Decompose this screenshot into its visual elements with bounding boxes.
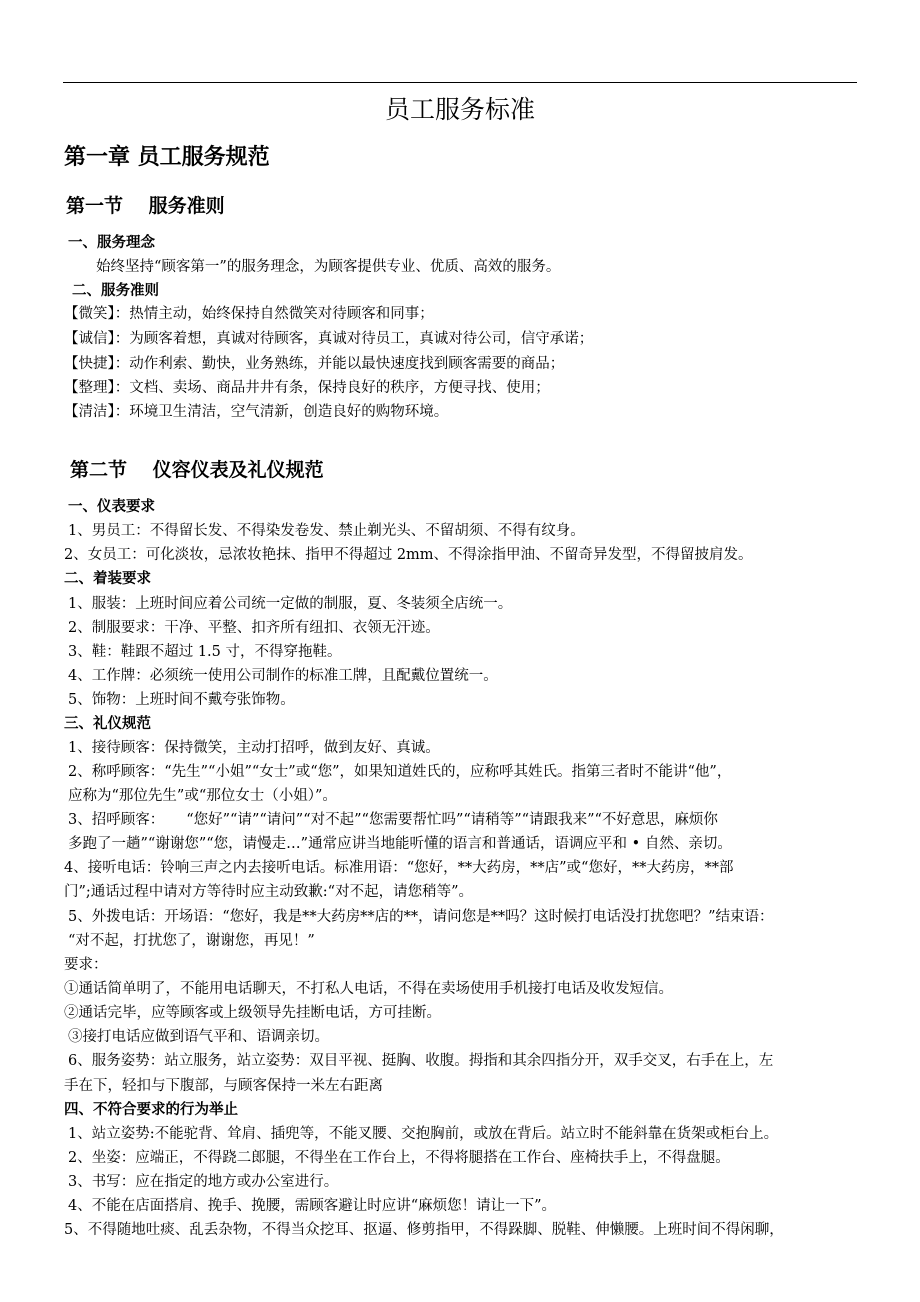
etiquette-item: 6、服务姿势：站立服务，站立姿势：双目平视、挺胸、收腹。拇指和其余四指分开，双手交叉，右手在上，左	[68, 1053, 774, 1069]
guideline-item: 【快捷】：动作利索、勤快，业务熟练，并能以最快速度找到顾客需要的商品；	[64, 356, 565, 372]
chapter-heading: 第一章 员工服务规范	[64, 145, 270, 170]
dress-item: 3、鞋：鞋跟不超过 1.5 寸，不得穿拖鞋。	[68, 644, 342, 660]
etiquette-item-continued: 应称为“那位先生”或“那位女士（小姐）”。	[68, 788, 337, 804]
subheading-service-guidelines: 二、服务准则	[72, 283, 159, 299]
improper-item: 5、不得随地吐痰、乱丢杂物，不得当众挖耳、抠逼、修剪指甲，不得跺脚、脱鞋、伸懒腰。上班时间不得闲聊，	[64, 1222, 784, 1238]
subheading-service-philosophy: 一、服务理念	[68, 235, 155, 251]
etiquette-item-continued: 门”;通话过程中请对方等待时应主动致歉:“对不起，请您稍等”。	[64, 884, 474, 900]
improper-item: 1、站立姿势:不能驼背、耸肩、插兜等，不能叉腰、交抱胸前，或放在背后。站立时不能斜靠在货架或柜台上。	[68, 1126, 779, 1142]
etiquette-item: 4、接听电话：铃响三声之内去接听电话。标准用语：“您好，**大药房，**店”或“您好，**大药房，**部	[64, 860, 734, 876]
etiquette-item-label: 3、招呼顾客：	[68, 812, 165, 828]
dress-item: 4、工作牌：必须统一使用公司制作的标准工牌，且配戴位置统一。	[68, 668, 498, 684]
subheading-appearance: 一、仪表要求	[68, 499, 155, 515]
guideline-item: 【微笑】：热情主动，始终保持自然微笑对待顾客和同事；	[64, 306, 434, 322]
etiquette-item-continued: 手在下，轻扣与下腹部，与顾客保持一米左右距离	[64, 1078, 383, 1094]
requirements-label: 要求：	[64, 957, 108, 973]
subheading-etiquette: 三、礼仪规范	[64, 716, 151, 732]
section-heading-2: 第二节 仪容仪表及礼仪规范	[70, 459, 324, 481]
header-rule	[63, 82, 857, 83]
etiquette-item-text: “您好”“请”“请问”“对不起”“您需要帮忙吗”“请稍等”“请跟我来”“不好意思，麻烦你	[186, 812, 718, 828]
guideline-item: 【诚信】：为顾客着想，真诚对待顾客，真诚对待员工，真诚对待公司，信守承诺；	[64, 331, 594, 347]
section-heading-1: 第一节 服务准则	[66, 195, 225, 217]
subheading-dress: 二、着装要求	[64, 571, 151, 587]
subheading-improper-behavior: 四、不符合要求的行为举止	[64, 1102, 238, 1118]
improper-item: 2、坐姿：应端正，不得跷二郎腿，不得坐在工作台上，不得将腿搭在工作台、座椅扶手上，不得盘腿。	[68, 1150, 730, 1166]
appearance-item: 1、男员工：不得留长发、不得染发卷发、禁止剃光头、不留胡须、不得有纹身。	[68, 523, 585, 539]
improper-item: 3、书写：应在指定的地方或办公室进行。	[68, 1174, 339, 1190]
appearance-item: 2、女员工：可化淡妆，忌浓妆艳抹、指甲不得超过 2mm、不得涂指甲油、不留奇异发型，不得留披肩发。	[64, 547, 753, 563]
etiquette-item-continued: “对不起，打扰您了，谢谢您，再见！”	[68, 933, 315, 949]
guideline-item: 【整理】：文档、卖场、商品井井有条，保持良好的秩序，方便寻找、使用；	[64, 380, 550, 396]
guideline-item: 【清洁】：环境卫生清洁，空气清新，创造良好的购物环境。	[64, 404, 449, 420]
dress-item: 5、饰物：上班时间不戴夸张饰物。	[68, 692, 295, 708]
requirement-item: ①通话简单明了，不能用电话聊天，不打私人电话，不得在卖场使用手机接打电话及收发短信。	[64, 981, 673, 997]
requirement-item: ②通话完毕，应等顾客或上级领导先挂断电话，方可挂断。	[64, 1005, 441, 1021]
dress-item: 2、制服要求：干净、平整、扣齐所有纽扣、衣领无汗迹。	[68, 620, 440, 636]
improper-item: 4、不能在店面搭肩、挽手、挽腰，需顾客避让时应讲“麻烦您！请让一下”。	[68, 1198, 557, 1214]
etiquette-item	[68, 810, 718, 830]
etiquette-item: 5、外拨电话：开场语：“您好，我是**大药房**店的**，请问您是**吗？这时候打电话没打扰您吧？”结束语：	[68, 909, 774, 925]
etiquette-item: 1、接待顾客：保持微笑，主动打招呼，做到友好、真诚。	[68, 740, 440, 756]
etiquette-item-continued: 多跑了一趟”“谢谢您”“您，请慢走…”通常应讲当地能听懂的语言和普通话，语调应平和 • 自然、亲切。	[68, 836, 732, 852]
requirement-item: ③接打电话应做到语气平和、语调亲切。	[68, 1029, 329, 1045]
etiquette-item: 2、称呼顾客：“先生”“小姐”“女士”或“您”，如果知道姓氏的，应称呼其姓氏。指第三者时不能讲“他”，	[68, 764, 732, 780]
page-title: 员工服务标准	[384, 95, 535, 124]
paragraph-service-philosophy: 始终坚持“顾客第一”的服务理念，为顾客提供专业、优质、高效的服务。	[96, 259, 561, 275]
dress-item: 1、服装：上班时间应着公司统一定做的制服，夏、冬装须全店统一。	[68, 596, 513, 612]
